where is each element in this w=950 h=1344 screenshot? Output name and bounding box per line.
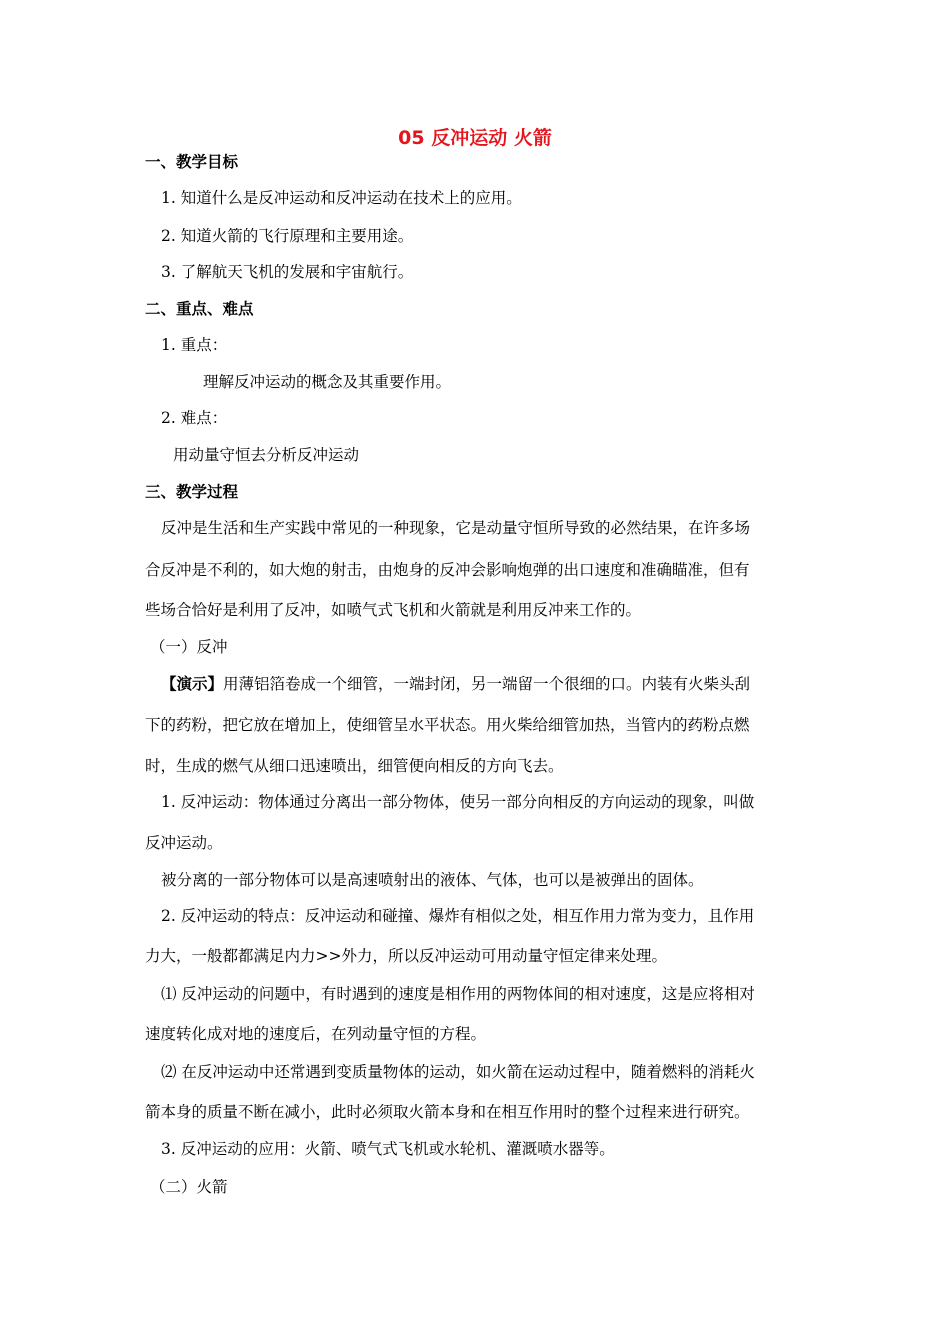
subsection-rocket: （二）火箭 (150, 1178, 228, 1196)
note-line: 被分离的一部分物体可以是高速喷射出的液体、气体，也可以是被弹出的固体。 (161, 871, 704, 889)
section-heading-key-points: 二、重点、难点 (145, 300, 254, 318)
demo-text: 用薄铝箔卷成一个细管，一端封闭，另一端留一个很细的口。内装有火柴头刮 (223, 675, 751, 693)
demo-line (161, 674, 750, 694)
objective-item: 1. 知道什么是反冲运动和反冲运动在技术上的应用。 (161, 189, 522, 207)
section-heading-objectives: 一、教学目标 (145, 153, 239, 171)
point-one-line: 速度转化成对地的速度后，在列动量守恒的方程。 (145, 1025, 487, 1043)
point-two-line: ⑵ 在反冲运动中还常遇到变质量物体的运动，如火箭在运动过程中，随着燃料的消耗火 (161, 1063, 755, 1081)
key-point-label: 1. 重点： (161, 336, 228, 354)
key-point-text: 理解反冲运动的概念及其重要作用。 (203, 373, 452, 391)
intro-line: 合反冲是不利的，如大炮的射击，由炮身的反冲会影响炮弹的出口速度和准确瞄准，但有 (145, 561, 750, 579)
feature-line: 2. 反冲运动的特点：反冲运动和碰撞、爆炸有相似之处，相互作用力常为变力，且作用 (161, 907, 755, 925)
intro-line: 反冲是生活和生产实践中常见的一种现象，它是动量守恒所导致的必然结果，在许多场 (161, 519, 751, 537)
feature-line: 力大，一般都都满足内力>>外力，所以反冲运动可用动量守恒定律来处理。 (145, 947, 667, 965)
section-heading-process: 三、教学过程 (145, 483, 239, 501)
difficulty-text: 用动量守恒去分析反冲运动 (173, 446, 360, 464)
objective-item: 3. 了解航天飞机的发展和宇宙航行。 (161, 263, 414, 281)
subsection-recoil: （一）反冲 (150, 638, 228, 656)
objective-item: 2. 知道火箭的飞行原理和主要用途。 (161, 227, 414, 245)
definition-line: 1. 反冲运动：物体通过分离出一部分物体，使另一部分向相反的方向运动的现象，叫做 (161, 793, 755, 811)
demo-line: 下的药粉，把它放在增加上，使细管呈水平状态。用火柴给细管加热，当管内的药粉点燃 (145, 716, 750, 734)
definition-line: 反冲运动。 (145, 834, 223, 852)
intro-line: 些场合恰好是利用了反冲，如喷气式飞机和火箭就是利用反冲来工作的。 (145, 601, 642, 619)
application-line: 3. 反冲运动的应用：火箭、喷气式飞机或水轮机、灌溉喷水器等。 (161, 1140, 615, 1158)
demo-tag: 【演示】 (161, 674, 224, 693)
point-two-line: 箭本身的质量不断在减小，此时必须取火箭本身和在相互作用时的整个过程来进行研究。 (145, 1103, 750, 1121)
demo-line: 时，生成的燃气从细口迅速喷出，细管便向相反的方向飞去。 (145, 757, 564, 775)
document-title: 05 反冲运动 火箭 (398, 127, 552, 149)
difficulty-label: 2. 难点： (161, 409, 228, 427)
point-one-line: ⑴ 反冲运动的问题中，有时遇到的速度是相作用的两物体间的相对速度，这是应将相对 (161, 985, 755, 1003)
